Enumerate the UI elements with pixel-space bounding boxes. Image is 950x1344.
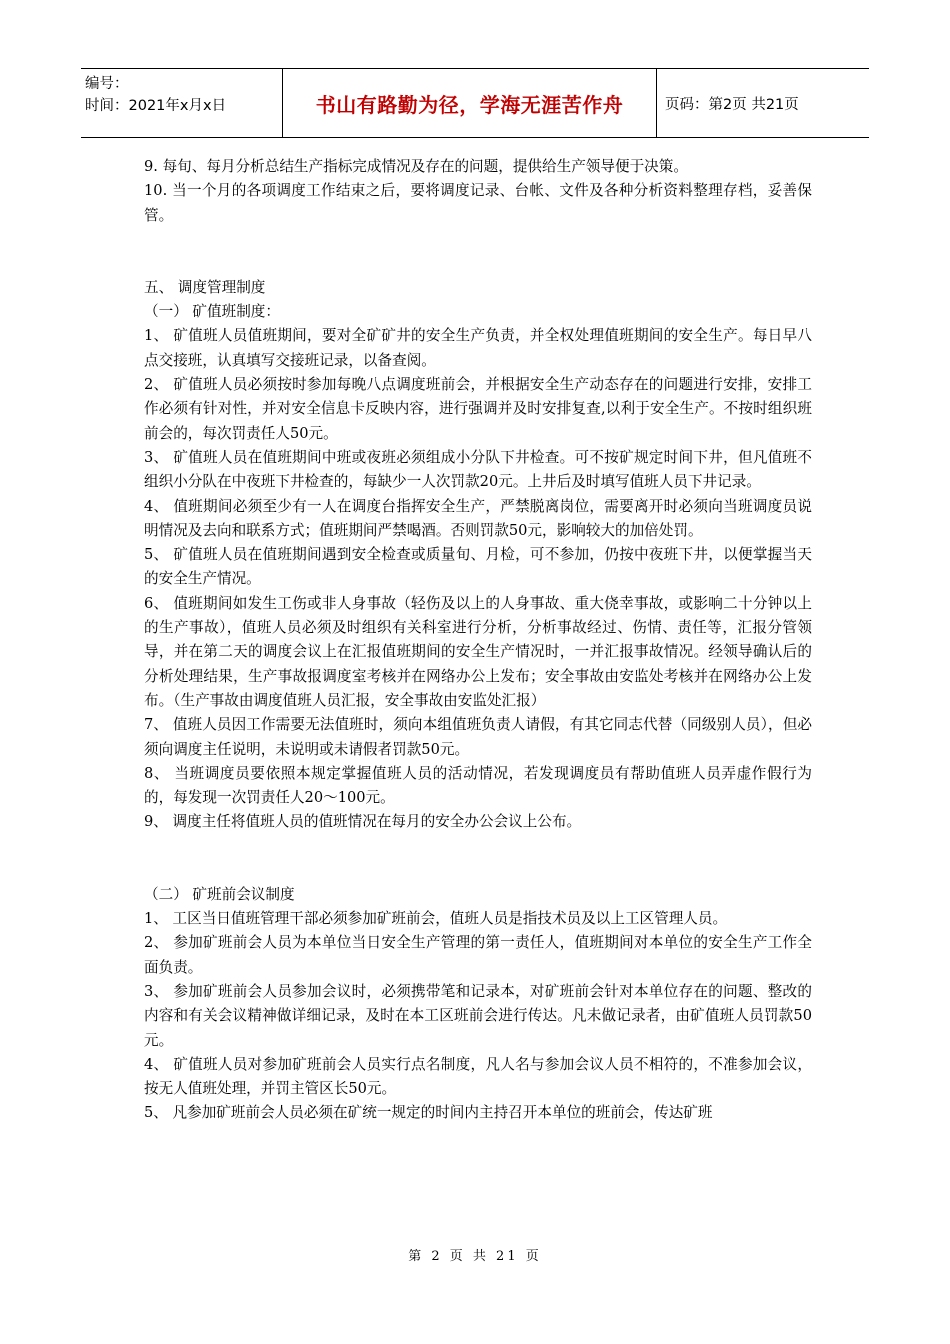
page-footer: 第 2 页 共 21 页 — [408, 1249, 542, 1264]
duty-rule-1: 1、 矿值班人员值班期间，要对全矿矿井的安全生产负责，并全权处理值班期间的安全生产。每日早八点交接班，认真填写交接班记录，以备查阅。 — [144, 327, 812, 369]
meeting-rule-4: 4、 矿值班人员对参加矿班前会人员实行点名制度，凡人名与参加会议人员不相符的，不准参加会议，按无人值班处理，并罚主管区长50元。 — [144, 1055, 812, 1098]
section-heading-5: 五、 调度管理制度 — [144, 278, 266, 296]
header-meta — [81, 69, 283, 137]
document-header — [81, 68, 869, 138]
paragraph-item-9: 9. 每旬、每月分析总结生产指标完成情况及存在的问题，提供给生产领导便于决策。 — [144, 158, 688, 175]
document-body — [144, 155, 812, 1126]
duty-rule-4: 4、 值班期间必须至少有一人在调度台指挥安全生产，严禁脱离岗位，需要离开时必须向当班调度员说明情况及去向和联系方式；值班期间严禁喝酒。否则罚款50元，影响较大的加倍处罚。 — [144, 497, 812, 539]
duty-rule-5: 5、 矿值班人员在值班期间遇到安全检查或质量旬、月检，可不参加，仍按中夜班下井，以便掌握当天的安全生产情况。 — [144, 546, 812, 588]
subsection-heading-duty: （一） 矿值班制度： — [144, 303, 280, 321]
header-motto: 书山有路勤为径，学海无涯苦作舟 — [283, 69, 657, 137]
meeting-rule-5: 5、 凡参加矿班前会人员必须在矿统一规定的时间内主持召开本单位的班前会，传达矿班 — [144, 1104, 713, 1122]
header-page-info: 页码：第2页 共21页 — [665, 96, 799, 113]
duty-rule-8: 8、 当班调度员要依照本规定掌握值班人员的活动情况，若发现调度员有帮助值班人员弄虚作假行为的，每发现一次罚责任人20～100元。 — [144, 764, 812, 807]
subsection-heading-meeting: （二） 矿班前会议制度 — [144, 885, 295, 903]
duty-rule-9: 9、 调度主任将值班人员的值班情况在每月的安全办公会议上公布。 — [144, 813, 582, 831]
paragraph-item-10: 10. 当一个月的各项调度工作结束之后，要将调度记录、台帐、文件及各种分析资料整理存档，妥善保管。 — [144, 182, 812, 224]
meeting-rule-1: 1、 工区当日值班管理干部必须参加矿班前会，值班人员是指技术员及以上工区管理人员。 — [144, 910, 728, 928]
duty-rule-2: 2、 矿值班人员必须按时参加每晚八点调度班前会，并根据安全生产动态存在的问题进行安排，安排工作必须有针对性，并对安全信息卡反映内容，进行强调并及时安排复查,以利于安全生产。不按时组织班前会的，每次罚责任人50元。 — [144, 376, 812, 442]
document-date: 时间：2021年x月x日 — [85, 98, 227, 114]
duty-rule-3: 3、 矿值班人员在值班期间中班或夜班必须组成小分队下井检查。可不按矿规定时间下井，但凡值班不组织小分队在中夜班下井检查的，每缺少一人次罚款20元。上井后及时填写值班人员下井记录。 — [144, 448, 812, 491]
duty-rule-6: 6、 值班期间如发生工伤或非人身事故（轻伤及以上的人身事故、重大侥幸事故，或影响二十分钟以上的生产事故），值班人员必须及时组织有关科室进行分析，分析事故经过、伤情、责任等，汇报分管领导，并在第二天的调度会议上在汇报值班期间的安全生产情况时，一并汇报事故情况。经领导确认后的分析处理结果，生产事故报调度室考核并在网络办公上发布；安全事故由安监处考核并在网络办公上发布。（生产事故由调度值班人员汇报，安全事故由安监处汇报） — [144, 594, 812, 709]
document-number-label: 编号： — [85, 76, 129, 92]
meeting-rule-2: 2、 参加矿班前会人员为本单位当日安全生产管理的第一责任人，值班期间对本单位的安全生产工作全面负责。 — [144, 934, 812, 976]
duty-rule-7: 7、 值班人员因工作需要无法值班时，须向本组值班负责人请假，有其它同志代替（同级别人员），但必须向调度主任说明，未说明或未请假者罚款50元。 — [144, 716, 812, 758]
meeting-rule-3: 3、 参加矿班前会人员参加会议时，必须携带笔和记录本，对矿班前会针对本单位存在的问题、整改的内容和有关会议精神做详细记录，及时在本工区班前会进行传达。凡未做记录者，由矿值班人员罚款50元。 — [144, 982, 812, 1049]
